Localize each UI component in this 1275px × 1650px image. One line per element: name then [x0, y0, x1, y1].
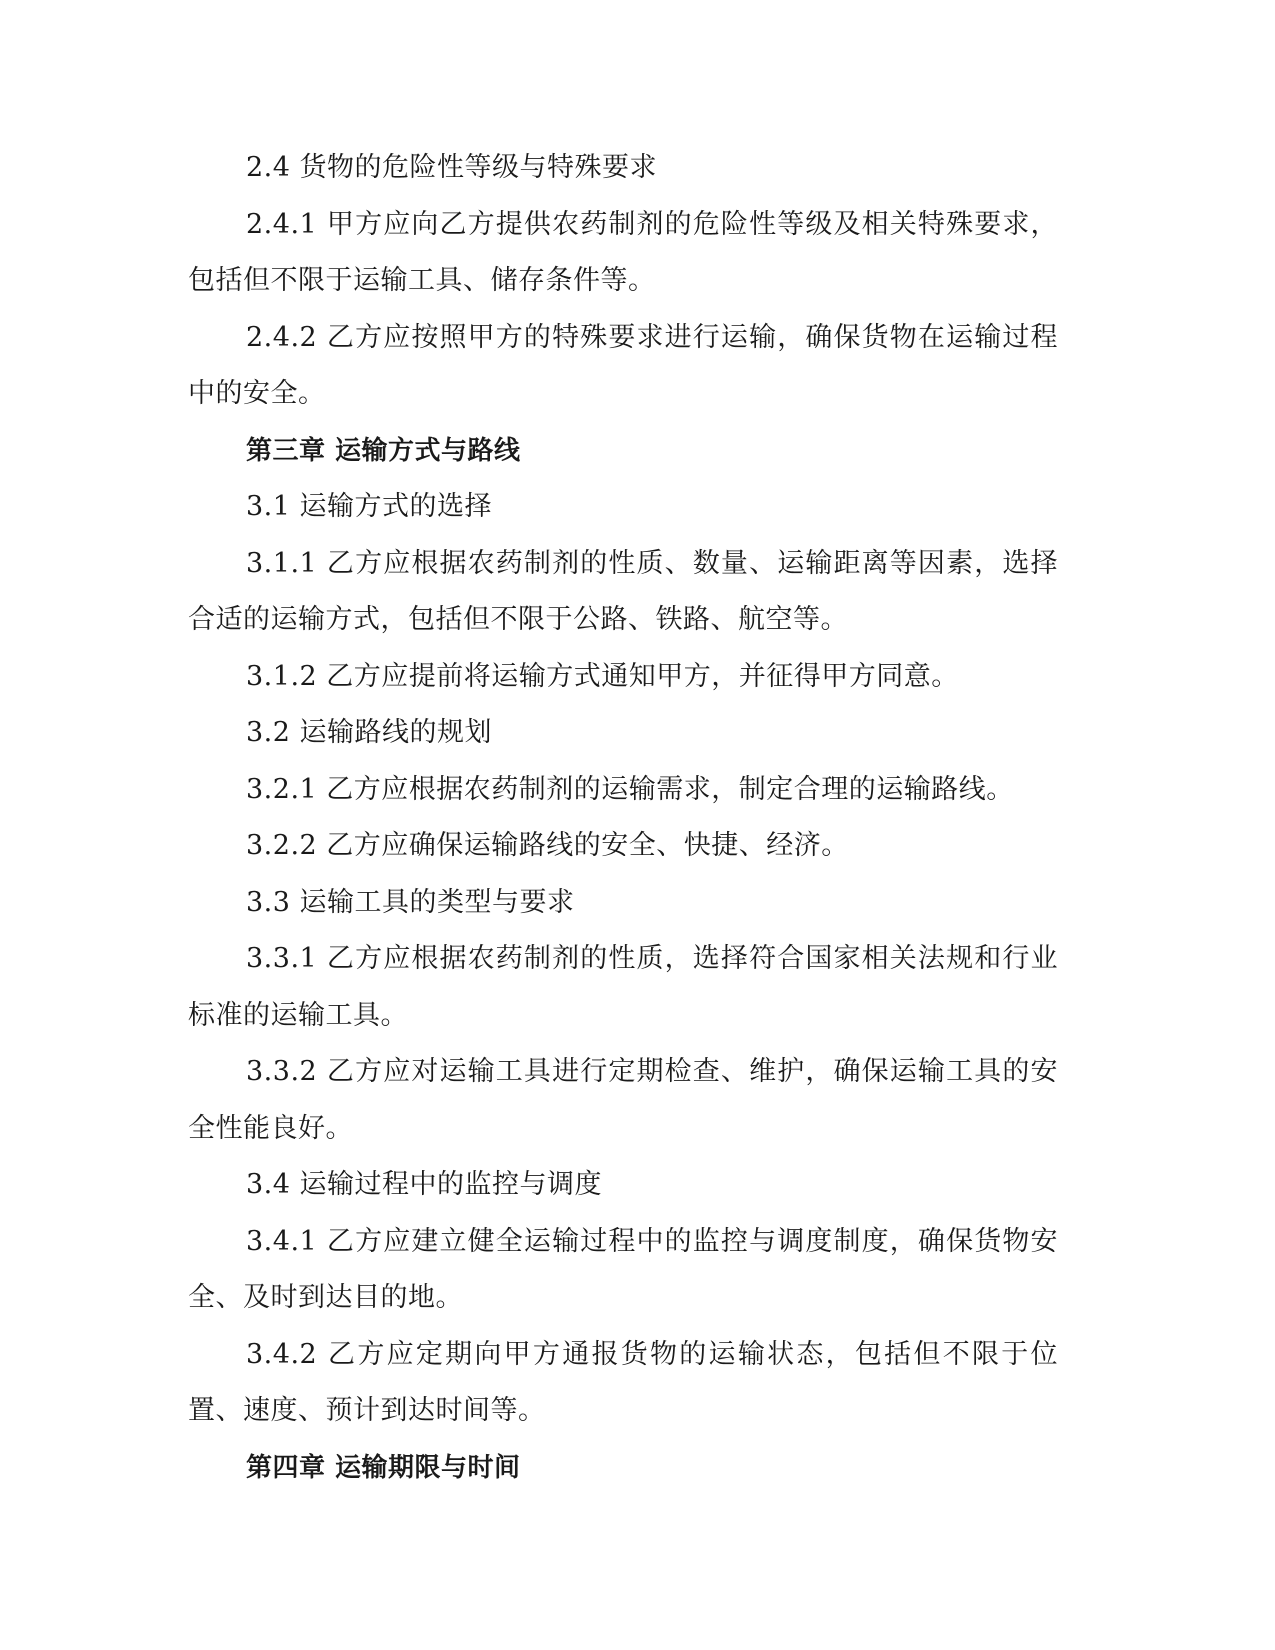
clause-paragraph: 3.4.1 乙方应建立健全运输过程中的监控与调度制度，确保货物安全、及时到达目的地。	[188, 1225, 1058, 1313]
clause-paragraph: 3.4.2 乙方应定期向甲方通报货物的运输状态，包括但不限于位置、速度、预计到达时间等。	[188, 1338, 1058, 1426]
clause-paragraph: 3.1.1 乙方应根据农药制剂的性质、数量、运输距离等因素，选择合适的运输方式，包括但不限于公路、铁路、航空等。	[188, 547, 1058, 635]
section-heading: 3.3 运输工具的类型与要求	[246, 886, 575, 918]
clause-paragraph: 2.4.1 甲方应向乙方提供农药制剂的危险性等级及相关特殊要求，包括但不限于运输工具、储存条件等。	[188, 208, 1058, 296]
section-heading: 3.4 运输过程中的监控与调度	[246, 1169, 603, 1200]
clause-paragraph: 2.4.2 乙方应按照甲方的特殊要求进行运输，确保货物在运输过程中的安全。	[188, 321, 1058, 409]
clause-paragraph: 3.3.2 乙方应对运输工具进行定期检查、维护，确保运输工具的安全性能良好。	[188, 1056, 1058, 1144]
clause-paragraph: 3.2.2 乙方应确保运输路线的安全、快捷、经济。	[246, 830, 849, 861]
section-heading: 2.4 货物的危险性等级与特殊要求	[246, 152, 658, 183]
clause-paragraph: 3.1.2 乙方应提前将运输方式通知甲方，并征得甲方同意。	[246, 660, 959, 692]
clause-paragraph: 3.2.1 乙方应根据农药制剂的运输需求，制定合理的运输路线。	[246, 773, 1014, 805]
clause-paragraph: 3.3.1 乙方应根据农药制剂的性质，选择符合国家相关法规和行业标准的运输工具。	[188, 943, 1058, 1031]
section-heading: 3.2 运输路线的规划	[246, 717, 493, 748]
section-heading: 3.1 运输方式的选择	[246, 491, 493, 522]
chapter-heading: 第三章 运输方式与路线	[246, 435, 521, 466]
chapter-heading: 第四章 运输期限与时间	[246, 1452, 521, 1483]
document-body	[188, 140, 1058, 1496]
